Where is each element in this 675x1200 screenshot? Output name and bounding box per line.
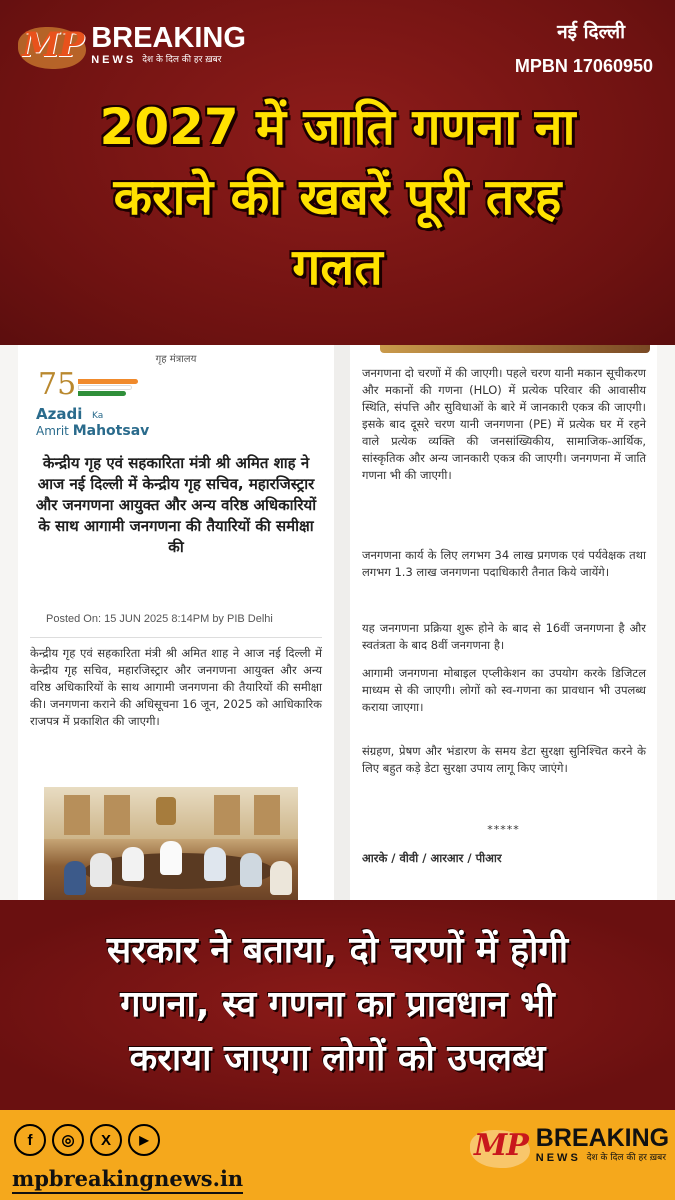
- mp-logo-mark: MP: [474, 1128, 528, 1163]
- release-paragraph: केन्द्रीय गृह एवं सहकारिता मंत्री श्री अमित शाह ने आज नई दिल्ली में केन्द्रीय गृह सचिव, महारजिस्ट्रार और जनगणना आयुक्त और अन्य वरिष्ठ अधिकारियों के साथ आगामी जनगणना की तैयारियों की समीक्षा की। जनगणना कराने की अधिसूचना 16 जून, 2025 को आधिकारिक राजपत्र में प्रकाशित की जाएगी।: [30, 646, 322, 728]
- press-release-clipping: [0, 345, 675, 900]
- website-link[interactable]: mpbreakingnews.in: [12, 1166, 243, 1194]
- headline-line: कराने की खबरें पूरी तरह: [113, 168, 562, 226]
- column-gutter: [334, 345, 350, 900]
- logo-ka: Ka: [92, 411, 104, 421]
- divider: [30, 637, 322, 638]
- subheadline-line: गणना, स्व गणना का प्रावधान भी: [120, 984, 555, 1025]
- release-paragraph: जनगणना दो चरणों में की जाएगी। पहले चरण यानी मकान सूचीकरण और मकानों की गणना (HLO) में प्रत्येक परिवार की आवासीय स्थिति, संपत्ति और सुविधाओं के बारे में जानकारी एकत्र की जाएगी। इसके बाद दूसरे चरण यानी जनगणना (PE) में प्रत्येक घर में रहने वाले प्रत्येक व्यक्ति की जनसांख्यिकीय, सामाजिक-आर्थिक, सांस्कृतिक और अन्य जानकारी एकत्र की जाएगी। जनगणना में जाति गणना भी की जाएगी।: [362, 366, 646, 482]
- dateline-city: नई दिल्ली: [557, 21, 625, 43]
- release-title: केन्द्रीय गृह एवं सहकारिता मंत्री श्री अमित शाह ने आज नई दिल्ली में केन्द्रीय गृह सचिव, महारजिस्ट्रार और जनगणना आयुक्त और अन्य वरिष्ठ अधिकारियों के साथ आगामी जनगणना की तैयारियों की समीक्षा की: [35, 454, 317, 556]
- brand-tagline: देश के दिल की हर ख़बर: [142, 55, 222, 65]
- subheadline-line: सरकार ने बताया, दो चरणों में होगी: [106, 930, 569, 971]
- subheadline-banner: [0, 900, 675, 1110]
- release-paragraph: जनगणना कार्य के लिए लगभग 34 लाख प्रगणक एवं पर्यवेक्षक तथा लगभग 1.3 लाख जनगणना पदाधिकारी तैनात किये जायेंगे।: [362, 548, 646, 579]
- story-code: MPBN 17060950: [514, 56, 653, 76]
- release-paragraph: आगामी जनगणना मोबाइल एप्लीकेशन का उपयोग करके डिजिटल माध्यम से की जाएगी। लोगों को स्व-गणना का प्रावधान भी उपलब्ध कराया जाएगा।: [362, 666, 646, 714]
- facebook-icon[interactable]: f: [14, 1124, 46, 1156]
- subheadline: [0, 924, 675, 1086]
- mp-logo-mark: MP: [22, 25, 83, 65]
- meeting-photo: [44, 787, 298, 900]
- social-links: [14, 1124, 160, 1156]
- photo-strip: [380, 345, 650, 353]
- azadi-ka-amrit-mahotsav-logo: [36, 367, 156, 439]
- brand-breaking: BREAKING: [91, 22, 246, 54]
- headline-line: 2027 में जाति गणना ना: [99, 98, 576, 156]
- separator-stars: *****: [487, 823, 520, 836]
- logo-75: 75: [38, 367, 77, 402]
- youtube-icon[interactable]: ▶: [128, 1124, 160, 1156]
- brand-breaking: BREAKING: [535, 1124, 670, 1152]
- logo-azadi: Azadi: [36, 405, 83, 423]
- header-banner: [0, 0, 675, 345]
- right-column: [350, 345, 657, 900]
- ministry-label: गृह मंत्रालय: [155, 354, 197, 365]
- instagram-icon[interactable]: ◎: [52, 1124, 84, 1156]
- emblem-icon: [156, 797, 176, 825]
- subheadline-line: कराया जाएगा लोगों को उपलब्ध: [129, 1038, 546, 1079]
- release-paragraph: यह जनगणना प्रक्रिया शुरू होने के बाद से 16वीं जनगणना है और स्वतंत्रता के बाद 8वीं जनगणना है।: [362, 621, 646, 652]
- x-twitter-icon[interactable]: X: [90, 1124, 122, 1156]
- logo-amrit-mahotsav: Amrit Mahotsav: [36, 423, 150, 439]
- brand-logo: [22, 24, 246, 66]
- brand-news: NEWS: [91, 54, 137, 66]
- tricolor-icon: [78, 379, 140, 397]
- brand-news: NEWS: [535, 1152, 581, 1164]
- left-column: [18, 345, 334, 900]
- headline: [0, 92, 675, 302]
- release-paragraph: संग्रहण, प्रेषण और भंडारण के समय डेटा सुरक्षा सुनिश्चित करने के लिए बहुत कड़े डेटा सुरक्षा उपाय लागू किए जाएंगे।: [362, 744, 646, 775]
- headline-line: गलत: [292, 238, 383, 296]
- footer: [0, 1110, 675, 1200]
- posted-on: Posted On: 15 JUN 2025 8:14PM by PIB Delhi: [46, 613, 273, 625]
- footer-brand-logo: [474, 1126, 669, 1164]
- brand-tagline: देश के दिल की हर ख़बर: [586, 1153, 666, 1163]
- release-initials: आरके / वीवी / आरआर / पीआर: [362, 851, 502, 865]
